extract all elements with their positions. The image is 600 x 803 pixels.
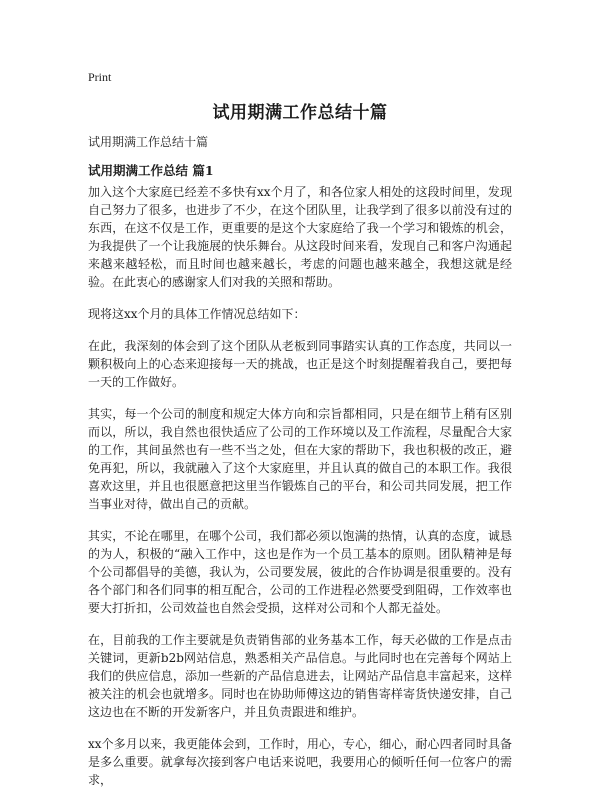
print-link[interactable]: Print xyxy=(88,70,112,84)
paragraph-intro: 加入这个大家庭已经差不多快有xx个月了，和各位家人相处的这段时间里，发现自己努力了很多，也进步了不少，在这个团队里，让我学到了很多以前没有过的东西，在这不仅是工作，更重要的是这个大家庭给了我一个学习和锻炼的机会，为我提供了一个让我施展的快乐舞台。从这段时间来看，发现自己和客户沟通起来越来越轻松，而且时间也越来越长，考虑的问题也越来越全，我想这就是经验。在此衷心的感谢家人们对我的关照和帮助。 xyxy=(88,185,512,289)
document-subtitle: 试用期满工作总结十篇 xyxy=(88,135,209,149)
section-heading: 试用期满工作总结 篇1 xyxy=(88,163,214,178)
paragraph-experience: xx个多月以来，我更能体会到，工作时，用心，专心，细心，耐心四者同时具备是多么重要。就拿每次接到客户电话来说吧，我要用心的倾听任何一位客户的需求， xyxy=(88,737,512,787)
paragraph-summary-lead: 现将这xx个月的具体工作情况总结如下： xyxy=(88,307,306,321)
paragraph-team-attitude: 在此，我深刻的体会到了这个团队从老板到同事踏实认真的工作态度，共同以一颗积极向上的心态来迎接每一天的挑战，也正是这个时刻提醒着我自己，要把每一天的工作做好。 xyxy=(88,339,512,389)
paragraph-teamwork: 其实，不论在哪里，在哪个公司，我们都必须以饱满的热情，认真的态度，诚恳的为人，积极的“融入工作中，这也是作为一个员工基本的原则。团队精神是每个公司都倡导的美德，我认为，公司要发展，彼此的合作协调是很重要的。没有各个部门和各们同事的相互配合，公司的工作进程必然要受到阻碍，工作效率也要大打折扣，公司效益也自然会受损，这样对公司和个人都无益处。 xyxy=(88,529,512,615)
paragraph-company-rules: 其实，每一个公司的制度和规定大体方向和宗旨都相同，只是在细节上稍有区别而以，所以，我自然也很快适应了公司的工作环境以及工作流程，尽量配合大家的工作，其间虽然也有一些不当之处，但在大家的帮助下，我也积极的改正，避免再犯，所以，我就融入了这个大家庭里，并且认真的做自己的本职工作。我很喜欢这里，并且也很愿意把这里当作锻炼自己的平台，和公司共同发展，把工作当事业对待，做出自己的贡献。 xyxy=(88,407,512,511)
document-body xyxy=(88,183,512,803)
document-title: 试用期满工作总结十篇 xyxy=(212,103,388,123)
paragraph-current-work: 在，目前我的工作主要就是负责销售部的业务基本工作，每天必做的工作是点击关键词，更新b2b网站信息，熟悉相关产品信息。与此同时也在完善每个网站上我们的供应信息，添加一些新的产品信息进去，让网站产品信息丰富起来，这样被关注的机会也就增多。同时也在协助师傅这边的销售寄样寄货快递安排，自己这边也在不断的开发新客户，并且负责跟进和维护。 xyxy=(88,633,512,719)
